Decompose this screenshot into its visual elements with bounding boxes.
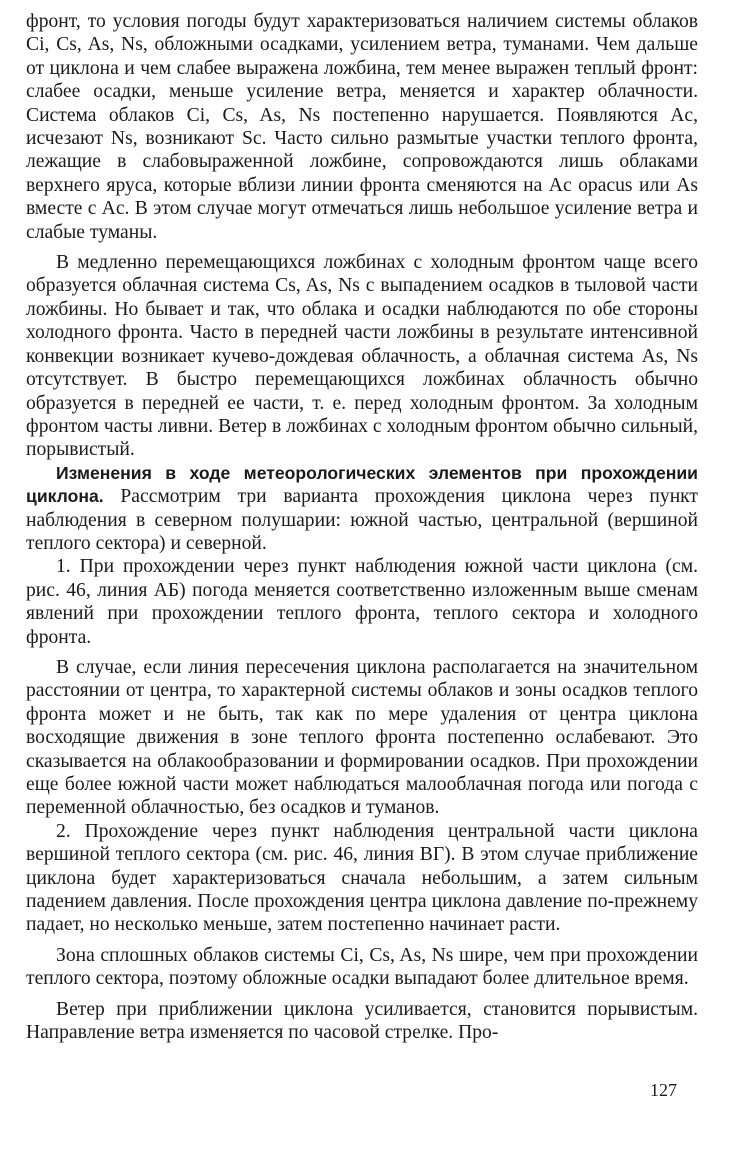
paragraph-3 [26, 462, 698, 556]
paragraph-8: Ветер при приближении циклона усиливается, становится порывистым. Направление ветра изменяется по часовой стрелке. Про- [26, 998, 698, 1044]
paragraph-7: Зона сплошных облаков системы Ci, Cs, As, Ns шире, чем при прохождении теплого сектора, поэтому обложные осадки выпадают более длительное время. [26, 944, 698, 990]
paragraph-5: В случае, если линия пересечения циклона располагается на значительном расстоянии от центра, то характерной системы облаков и зоны осадков теплого фронта может и не быть, так как по мере удаления от центра циклона восходящие движения в зоне теплого фронта постепенно ослабевают. Это сказывается на облакообразовании и формировании осадков. При прохождении еще более южной части может наблюдаться малооблачная погода или погода с переменной облачностью, без осадков и туманов. [26, 656, 698, 819]
page-text-column [26, 10, 698, 1044]
paragraph-3-body: Рассмотрим три варианта прохождения циклона через пункт наблюдения в северном полушарии: южной частью, центральной (вершиной теплого сектора) и северной. [26, 486, 698, 554]
page-number: 127 [650, 1080, 677, 1100]
section-heading: Изменения в ходе метеорологических элементов при прохождении циклона. [26, 462, 698, 507]
paragraph-2: В медленно перемещающихся ложбинах с холодным фронтом чаще всего образуется облачная система Cs, As, Ns с выпадением осадков в тыловой части ложбины. Но бывает и так, что облака и осадки наблюдаются по обе стороны холодного фронта. Часто в передней части ложбины в результате интенсивной конвекции возникает кучево-дождевая облачность, а облачная система As, Ns отсутствует. В быстро перемещающихся ложбинах облачность обычно образуется в передней ее части, т. е. перед холодным фронтом. За холодным фронтом часты ливни. Ветер в ложбинах с холодным фронтом обычно сильный, порывистый. [26, 252, 698, 461]
paragraph-6: 2. Прохождение через пункт наблюдения центральной части циклона вершиной теплого сектора (см. рис. 46, линия ВГ). В этом случае приближение циклона будет характеризоваться сначала небольшим, а затем сильным падением давления. После прохождения центра циклона давление по-прежнему падает, но несколько меньше, затем постепенно начинает расти. [26, 820, 698, 936]
paragraph-4: 1. При прохождении через пункт наблюдения южной части циклона (см. рис. 46, линия АБ) погода меняется соответственно изложенным выше сменам явлений при прохождении теплого фронта, теплого сектора и холодного фронта. [26, 556, 698, 648]
paragraph-1: фронт, то условия погоды будут характеризоваться наличием системы облаков Ci, Cs, As, Ns, обложными осадками, усилением ветра, туманами. Чем дальше от циклона и чем слабее выражена ложбина, тем менее выражен теплый фронт: слабее осадки, меньше усиление ветра, меняется и характер облачности. Система облаков Ci, Cs, As, Ns постепенно нарушается. Появляются Ac, исчезают Ns, возникают Sc. Часто сильно размытые участки теплого фронта, лежащие в слабовыраженной ложбине, сопровождаются лишь облаками верхнего яруса, которые вблизи линии фронта сменяются на Ac opacus или As вместе с Ac. В этом случае могут отмечаться лишь небольшое усиление ветра и слабые туманы. [26, 11, 698, 243]
